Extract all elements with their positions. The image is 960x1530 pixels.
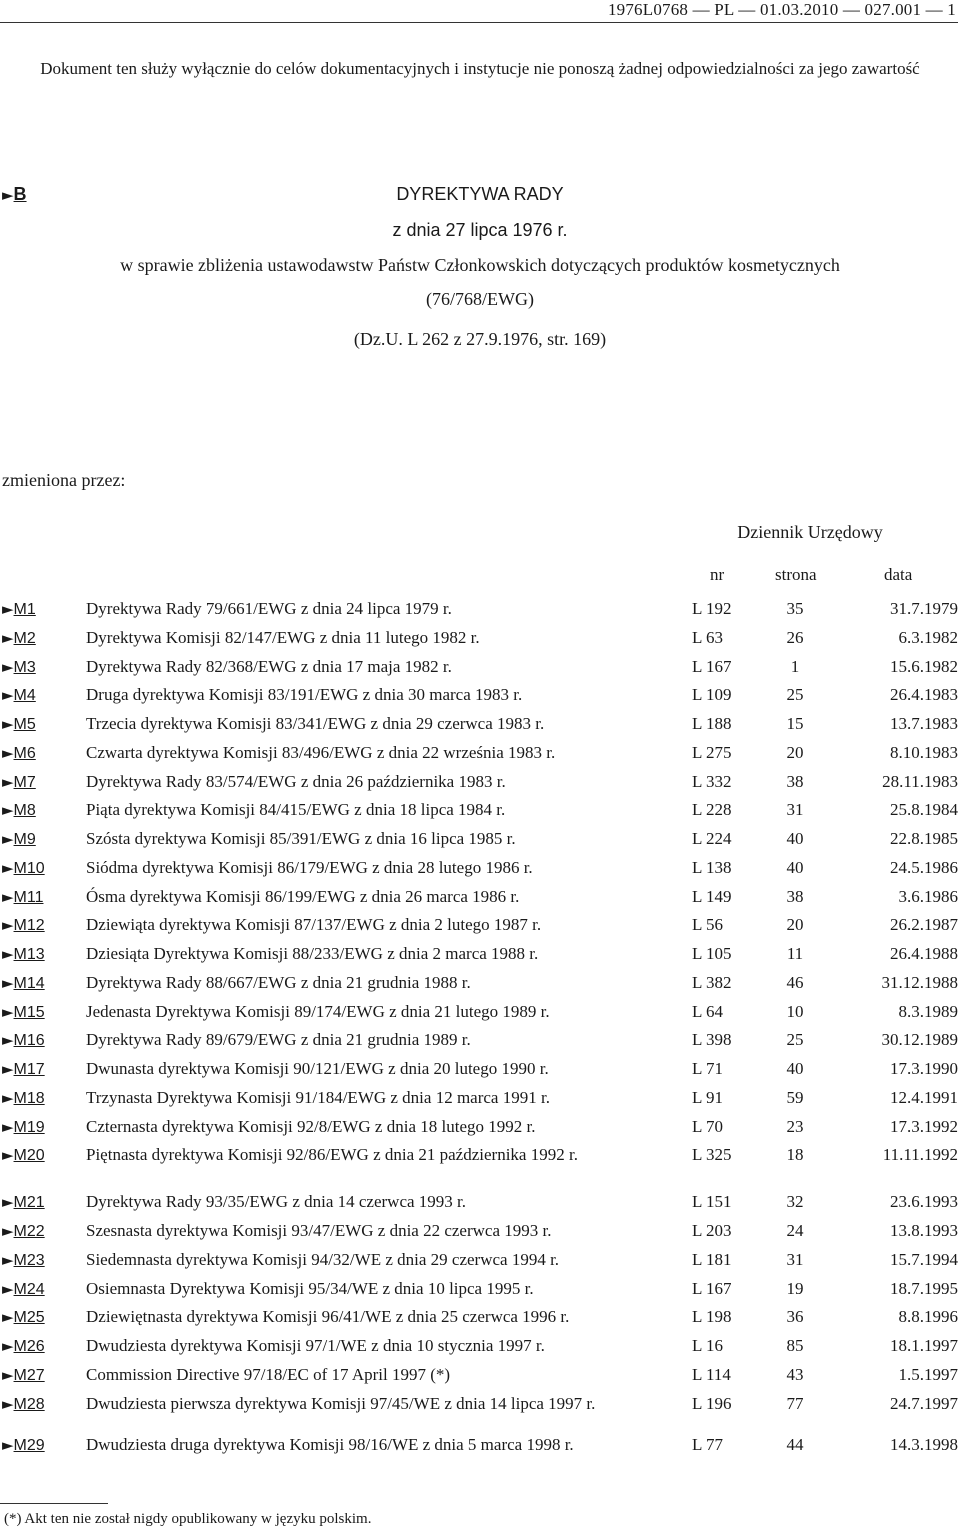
amendment-journal-nr: L 332 <box>692 771 732 791</box>
amendment-journal-date: 26.2.1987 <box>890 915 958 935</box>
amendment-title: Commission Directive 97/18/EC of 17 April 1997 (*) <box>86 1364 451 1384</box>
footnote-separator <box>0 1503 108 1504</box>
amendment-title: Czternasta dyrektywa Komisji 92/8/EWG z dnia 18 lutego 1992 r. <box>86 1116 536 1136</box>
triangle-right-icon: ► <box>2 858 14 877</box>
amendment-marker[interactable] <box>2 858 45 879</box>
amendment-journal-date: 8.8.1996 <box>898 1307 958 1327</box>
amendment-row <box>0 1117 960 1146</box>
amendment-journal-nr: L 275 <box>692 742 732 762</box>
amendment-title: Trzecia dyrektywa Komisji 83/341/EWG z dnia 29 czerwca 1983 r. <box>86 714 545 733</box>
amendment-title: Piąta dyrektywa Komisji 84/415/EWG z dnia 18 lipca 1984 r. <box>86 800 506 820</box>
amendment-title: Ósma dyrektywa Komisji 86/199/EWG z dnia 26 marca 1986 r. <box>86 886 520 906</box>
amendment-marker[interactable] <box>2 1250 45 1271</box>
amendment-marker[interactable] <box>2 599 36 620</box>
amendment-marker[interactable] <box>2 1336 45 1357</box>
amendment-journal-page: 15 <box>786 714 804 733</box>
amendment-title: Szósta dyrektywa Komisji 85/391/EWG z dnia 16 lipca 1985 r. <box>86 829 516 848</box>
amendment-title: Dziewiętnasta dyrektywa Komisji 96/41/WE z dnia 25 czerwca 1996 r. <box>86 1307 570 1327</box>
amendment-title: Dwudziesta druga dyrektywa Komisji 98/16/WE z dnia 5 marca 1998 r. <box>86 1434 574 1454</box>
journal-column-group-title: Dziennik Urzędowy <box>737 522 883 542</box>
amendment-row <box>0 887 960 916</box>
amendment-row <box>0 1221 960 1250</box>
amendment-title: Dwudziesta pierwsza dyrektywa Komisji 97/45/WE z dnia 14 lipca 1997 r. <box>86 1393 596 1413</box>
amendment-journal-date: 22.8.1985 <box>890 829 958 848</box>
amendment-marker-label[interactable]: M2 <box>13 629 36 647</box>
amendment-row <box>0 743 960 772</box>
amendment-journal-page: 85 <box>786 1336 804 1355</box>
amendment-marker-label[interactable]: M18 <box>13 1089 45 1107</box>
triangle-right-icon: ► <box>2 186 14 204</box>
amendment-title: Dyrektywa Rady 79/661/EWG z dnia 24 lipca 1979 r. <box>86 599 452 618</box>
triangle-right-icon: ► <box>2 1308 14 1327</box>
amendment-title: Dyrektywa Rady 89/679/EWG z dnia 21 grudnia 1989 r. <box>86 1030 471 1050</box>
amendment-journal-date: 13.7.1983 <box>890 714 958 733</box>
act-date: z dnia 27 lipca 1976 r. <box>392 220 568 240</box>
amendment-row <box>0 829 960 858</box>
triangle-right-icon: ► <box>2 945 14 963</box>
amendment-row <box>0 858 960 887</box>
amendment-journal-date: 24.7.1997 <box>890 1393 958 1413</box>
triangle-right-icon: ► <box>2 1222 14 1240</box>
amendment-journal-date: 25.8.1984 <box>890 800 958 820</box>
amendment-journal-page: 38 <box>786 886 804 906</box>
amendment-row <box>0 1145 960 1192</box>
amendment-journal-nr: L 224 <box>692 829 732 848</box>
act-type: DYREKTYWA RADY <box>396 184 564 204</box>
amendment-journal-page: 25 <box>786 685 804 705</box>
amendment-journal-page: 46 <box>786 972 804 992</box>
amendment-marker[interactable] <box>2 714 36 735</box>
amendment-journal-page: 20 <box>786 742 804 762</box>
triangle-right-icon: ► <box>2 1279 14 1298</box>
amendment-marker-label[interactable]: M28 <box>13 1395 45 1413</box>
amendment-marker-label[interactable]: M10 <box>13 859 45 877</box>
amendment-row <box>0 657 960 686</box>
amendment-journal-nr: L 91 <box>692 1087 724 1107</box>
amendment-marker-label[interactable]: M19 <box>13 1118 45 1136</box>
triangle-right-icon: ► <box>2 830 14 848</box>
amendment-row <box>0 628 960 657</box>
amendment-journal-page: 40 <box>786 857 804 877</box>
amendment-marker[interactable] <box>2 1088 45 1109</box>
triangle-right-icon: ► <box>2 1435 14 1454</box>
amendment-marker[interactable] <box>2 1435 45 1456</box>
amendment-journal-date: 15.6.1982 <box>890 656 958 676</box>
amendment-marker-label[interactable]: M14 <box>13 974 45 992</box>
amendment-row <box>0 1250 960 1279</box>
amendment-row <box>0 1192 960 1221</box>
amendment-journal-page: 35 <box>786 599 804 618</box>
amendment-journal-page: 10 <box>786 1001 804 1021</box>
amendment-title: Dyrektywa Rady 82/368/EWG z dnia 17 maja 1982 r. <box>86 656 452 676</box>
amendment-journal-page: 43 <box>786 1364 804 1384</box>
amendment-journal-page: 36 <box>786 1307 804 1327</box>
amendment-marker-label[interactable]: M6 <box>13 744 36 762</box>
amendment-marker-label[interactable]: M4 <box>13 687 36 705</box>
amendment-row <box>0 1002 960 1031</box>
triangle-right-icon: ► <box>2 715 14 733</box>
amendment-journal-nr: L 149 <box>692 886 732 906</box>
triangle-right-icon: ► <box>2 1394 14 1413</box>
triangle-right-icon: ► <box>2 1337 14 1355</box>
amendment-marker[interactable] <box>2 1394 45 1415</box>
amendment-title: Dziesiąta Dyrektywa Komisji 88/233/EWG z dnia 2 marca 1988 r. <box>86 944 539 963</box>
triangle-right-icon: ► <box>2 1117 14 1136</box>
amendment-journal-date: 28.11.1983 <box>882 771 958 791</box>
amendment-journal-nr: L 325 <box>692 1145 732 1165</box>
amendment-marker-label[interactable]: M21 <box>13 1194 45 1212</box>
amendment-journal-nr: L 64 <box>692 1001 724 1021</box>
amendment-journal-page: 40 <box>786 1059 804 1078</box>
amendment-journal-nr: L 203 <box>692 1221 732 1240</box>
triangle-right-icon: ► <box>2 973 14 992</box>
amendment-row <box>0 944 960 973</box>
amendment-journal-nr: L 181 <box>692 1249 732 1269</box>
amendment-marker-label[interactable]: M8 <box>13 802 36 820</box>
amendment-journal-date: 23.6.1993 <box>890 1192 958 1212</box>
amendment-row <box>0 1336 960 1365</box>
amendment-marker[interactable] <box>2 1059 45 1080</box>
amendment-marker-label[interactable]: M1 <box>13 601 36 618</box>
amendment-journal-page: 20 <box>786 915 804 935</box>
triangle-right-icon: ► <box>2 1193 14 1212</box>
triangle-right-icon: ► <box>2 1002 14 1021</box>
amendment-title: Dyrektywa Rady 93/35/EWG z dnia 14 czerwca 1993 r. <box>86 1192 467 1212</box>
amendment-marker[interactable] <box>2 1002 45 1023</box>
amendment-row <box>0 1394 960 1435</box>
act-subject: w sprawie zbliżenia ustawodawstw Państw Członkowskich dotyczących produktów kosmetycznych <box>120 255 840 275</box>
amendment-marker[interactable] <box>2 800 36 821</box>
amendment-row <box>0 1030 960 1059</box>
amendment-title: Dwunasta dyrektywa Komisji 90/121/EWG z dnia 20 lutego 1990 r. <box>86 1059 549 1078</box>
triangle-right-icon: ► <box>2 657 14 676</box>
amendment-marker[interactable] <box>2 1145 45 1166</box>
amendment-marker[interactable] <box>2 944 45 965</box>
amendment-journal-nr: L 109 <box>692 685 732 705</box>
amendment-marker-label[interactable]: M3 <box>13 658 36 676</box>
amendment-journal-page: 59 <box>786 1087 804 1107</box>
amendment-journal-date: 1.5.1997 <box>898 1364 958 1384</box>
amendment-row <box>0 1059 960 1088</box>
triangle-right-icon: ► <box>2 772 14 791</box>
column-header-page: strona <box>775 565 817 584</box>
amendment-marker-label[interactable]: M22 <box>13 1223 45 1240</box>
amendment-row <box>0 973 960 1002</box>
amendment-journal-date: 26.4.1983 <box>890 685 958 705</box>
amendment-journal-nr: L 151 <box>692 1192 732 1212</box>
amendment-journal-page: 31 <box>786 800 804 820</box>
amendment-journal-date: 12.4.1991 <box>890 1087 958 1107</box>
triangle-right-icon: ► <box>2 1060 14 1078</box>
amendment-marker-label[interactable]: M20 <box>13 1147 45 1165</box>
amendment-marker[interactable] <box>2 1030 45 1051</box>
amendment-journal-nr: L 77 <box>692 1434 724 1454</box>
amendment-journal-nr: L 70 <box>692 1116 724 1136</box>
amendment-journal-date: 6.3.1982 <box>898 627 958 647</box>
amendment-journal-date: 11.11.1992 <box>882 1145 958 1165</box>
amendment-journal-nr: L 167 <box>692 656 732 676</box>
amendment-journal-page: 23 <box>786 1116 804 1136</box>
amendment-title: Czwarta dyrektywa Komisji 83/496/EWG z dnia 22 września 1983 r. <box>86 742 556 762</box>
amendment-journal-page: 77 <box>786 1393 804 1413</box>
amendment-marker[interactable] <box>2 829 36 850</box>
amendment-journal-date: 31.12.1988 <box>881 972 958 992</box>
amendment-journal-nr: L 398 <box>692 1030 732 1050</box>
amendment-marker-label[interactable]: M12 <box>13 917 45 935</box>
triangle-right-icon: ► <box>2 1250 14 1269</box>
amendment-journal-page: 11 <box>786 944 804 963</box>
amendment-journal-date: 14.3.1998 <box>890 1434 958 1454</box>
amendment-journal-page: 18 <box>786 1145 804 1165</box>
amendment-journal-date: 17.3.1990 <box>890 1059 958 1078</box>
amendment-journal-date: 17.3.1992 <box>890 1116 958 1136</box>
amendment-marker[interactable] <box>2 743 36 764</box>
amendment-title: Dyrektywa Rady 83/574/EWG z dnia 26 października 1983 r. <box>86 771 506 791</box>
amendment-row <box>0 800 960 829</box>
amendment-marker-label[interactable]: M16 <box>13 1032 45 1050</box>
amendment-row <box>0 915 960 944</box>
amendment-marker[interactable] <box>2 973 45 994</box>
amendment-marker-label[interactable]: M24 <box>13 1280 45 1298</box>
amendment-title: Trzynasta Dyrektywa Komisji 91/184/EWG z dnia 12 marca 1991 r. <box>86 1087 550 1107</box>
amendment-journal-date: 15.7.1994 <box>890 1249 958 1269</box>
amendment-journal-date: 18.1.1997 <box>890 1336 958 1355</box>
amendment-journal-page: 31 <box>786 1249 804 1269</box>
amendment-marker-label[interactable]: M25 <box>13 1309 45 1327</box>
amendment-marker[interactable] <box>2 628 36 649</box>
amendment-marker[interactable] <box>2 1117 45 1138</box>
amendment-journal-nr: L 167 <box>692 1278 732 1298</box>
amendment-title: Dziewiąta dyrektywa Komisji 87/137/EWG z dnia 2 lutego 1987 r. <box>86 915 542 935</box>
amendment-journal-page: 40 <box>786 829 804 848</box>
amendment-row <box>0 1307 960 1336</box>
footnote: (*) Akt ten nie został nigdy opublikowany w języku polskim. <box>4 1511 372 1527</box>
amendment-marker[interactable] <box>2 1221 45 1242</box>
amendment-journal-nr: L 188 <box>692 714 732 733</box>
triangle-right-icon: ► <box>2 686 14 705</box>
amendment-journal-page: 24 <box>786 1221 804 1240</box>
amendment-marker[interactable] <box>2 1192 45 1213</box>
amendment-journal-page: 25 <box>786 1030 804 1050</box>
amendment-marker-label[interactable]: M11 <box>13 888 44 906</box>
amendment-journal-nr: L 196 <box>692 1393 732 1413</box>
amendments-list <box>0 599 960 1463</box>
amendment-marker-label[interactable]: M17 <box>13 1061 45 1078</box>
triangle-right-icon: ► <box>2 1365 14 1384</box>
triangle-right-icon: ► <box>2 916 14 935</box>
amendment-journal-nr: L 105 <box>692 944 732 963</box>
triangle-right-icon: ► <box>2 628 14 647</box>
amendment-journal-page: 26 <box>786 627 804 647</box>
amendment-journal-nr: L 228 <box>692 800 732 820</box>
column-header-date: data <box>884 565 913 584</box>
amendment-marker-label[interactable]: M13 <box>13 946 45 963</box>
amendment-marker[interactable] <box>2 1365 45 1386</box>
act-number: (76/768/EWG) <box>426 289 534 309</box>
amendment-title: Szesnasta dyrektywa Komisji 93/47/EWG z dnia 22 czerwca 1993 r. <box>86 1221 552 1240</box>
amendment-marker-label[interactable]: M7 <box>13 773 36 791</box>
amendment-title: Osiemnasta Dyrektywa Komisji 95/34/WE z dnia 10 lipca 1995 r. <box>86 1278 534 1298</box>
amendment-marker-label[interactable]: M15 <box>13 1003 45 1021</box>
amendment-journal-date: 24.5.1986 <box>890 857 958 877</box>
amendment-journal-page: 1 <box>790 656 800 676</box>
amendment-marker[interactable] <box>2 685 36 706</box>
triangle-right-icon: ► <box>2 1088 14 1107</box>
amendment-title: Jedenasta Dyrektywa Komisji 89/174/EWG z dnia 21 lutego 1989 r. <box>86 1001 550 1021</box>
amendment-journal-page: 19 <box>786 1278 804 1298</box>
amendment-journal-nr: L 56 <box>692 915 724 935</box>
amendment-marker[interactable] <box>2 887 43 908</box>
amendment-journal-nr: L 192 <box>692 599 732 618</box>
amendment-marker-label[interactable]: M26 <box>13 1338 45 1355</box>
triangle-right-icon: ► <box>2 600 14 618</box>
amendment-row <box>0 685 960 714</box>
amendment-journal-nr: L 138 <box>692 857 732 877</box>
amendment-journal-date: 8.10.1983 <box>890 742 958 762</box>
amendment-title: Druga dyrektywa Komisji 83/191/EWG z dnia 30 marca 1983 r. <box>86 685 523 705</box>
amendment-title: Siódma dyrektywa Komisji 86/179/EWG z dnia 28 lutego 1986 r. <box>86 857 533 877</box>
amendment-title: Dyrektywa Komisji 82/147/EWG z dnia 11 lutego 1982 r. <box>86 627 480 647</box>
amendment-marker-label[interactable]: M27 <box>13 1366 45 1384</box>
amendment-journal-date: 31.7.1979 <box>890 599 958 618</box>
triangle-right-icon: ► <box>2 801 14 820</box>
amendment-title: Siedemnasta dyrektywa Komisji 94/32/WE z dnia 29 czerwca 1994 r. <box>86 1249 560 1269</box>
amended-by-label: zmieniona przez: <box>2 470 126 490</box>
amendment-row <box>0 772 960 801</box>
amendment-row <box>0 1279 960 1308</box>
amendment-marker[interactable] <box>2 1307 45 1328</box>
amendment-marker-label[interactable]: M23 <box>13 1251 45 1269</box>
amendment-journal-date: 26.4.1988 <box>890 944 958 963</box>
amendment-marker[interactable] <box>2 915 45 936</box>
document-reference-header: 1976L0768 — PL — 01.03.2010 — 027.001 — 1 <box>607 0 956 19</box>
disclaimer-text: Dokument ten służy wyłącznie do celów dokumentacyjnych i instytucje nie ponoszą żadnej odpowiedzialności za jego zawartość <box>40 59 920 78</box>
amendment-row <box>0 714 960 743</box>
triangle-right-icon: ► <box>2 1146 14 1165</box>
column-header-nr: nr <box>710 565 725 584</box>
amendment-title: Dyrektywa Rady 88/667/EWG z dnia 21 grudnia 1988 r. <box>86 972 471 992</box>
triangle-right-icon: ► <box>2 1031 14 1050</box>
amendment-journal-nr: L 16 <box>692 1336 724 1355</box>
amendment-journal-page: 44 <box>786 1434 804 1454</box>
amendment-row <box>0 1088 960 1117</box>
amendment-marker[interactable] <box>2 657 36 678</box>
triangle-right-icon: ► <box>2 743 14 762</box>
base-act-marker-label[interactable]: B <box>13 184 27 204</box>
amendment-title: Piętnasta dyrektywa Komisji 92/86/EWG z dnia 21 października 1992 r. <box>86 1145 578 1165</box>
amendment-journal-date: 30.12.1989 <box>881 1030 958 1050</box>
amendment-marker[interactable] <box>2 1279 45 1300</box>
triangle-right-icon: ► <box>2 887 14 906</box>
amendment-title: Dwudziesta dyrektywa Komisji 97/1/WE z dnia 10 stycznia 1997 r. <box>86 1336 545 1355</box>
amendment-row <box>0 599 960 628</box>
amendment-journal-nr: L 198 <box>692 1307 732 1327</box>
amendment-marker-label[interactable]: M9 <box>13 831 36 848</box>
amendment-journal-date: 3.6.1986 <box>898 886 958 906</box>
amendment-marker-label[interactable]: M5 <box>13 716 36 733</box>
amendment-marker[interactable] <box>2 772 36 793</box>
amendment-journal-date: 18.7.1995 <box>890 1278 958 1298</box>
amendment-journal-date: 8.3.1989 <box>898 1001 958 1021</box>
amendment-journal-nr: L 114 <box>692 1364 731 1384</box>
amendment-journal-nr: L 71 <box>692 1059 724 1078</box>
official-journal-reference: (Dz.U. L 262 z 27.9.1976, str. 169) <box>353 329 607 349</box>
amendment-row <box>0 1435 960 1464</box>
amendment-marker-label[interactable]: M29 <box>13 1436 45 1454</box>
amendment-journal-date: 13.8.1993 <box>890 1221 958 1240</box>
amendment-journal-nr: L 63 <box>692 627 724 647</box>
amendment-journal-page: 32 <box>786 1192 804 1212</box>
amendment-journal-nr: L 382 <box>692 972 732 992</box>
amendment-row <box>0 1365 960 1394</box>
amendment-journal-page: 38 <box>786 771 804 791</box>
